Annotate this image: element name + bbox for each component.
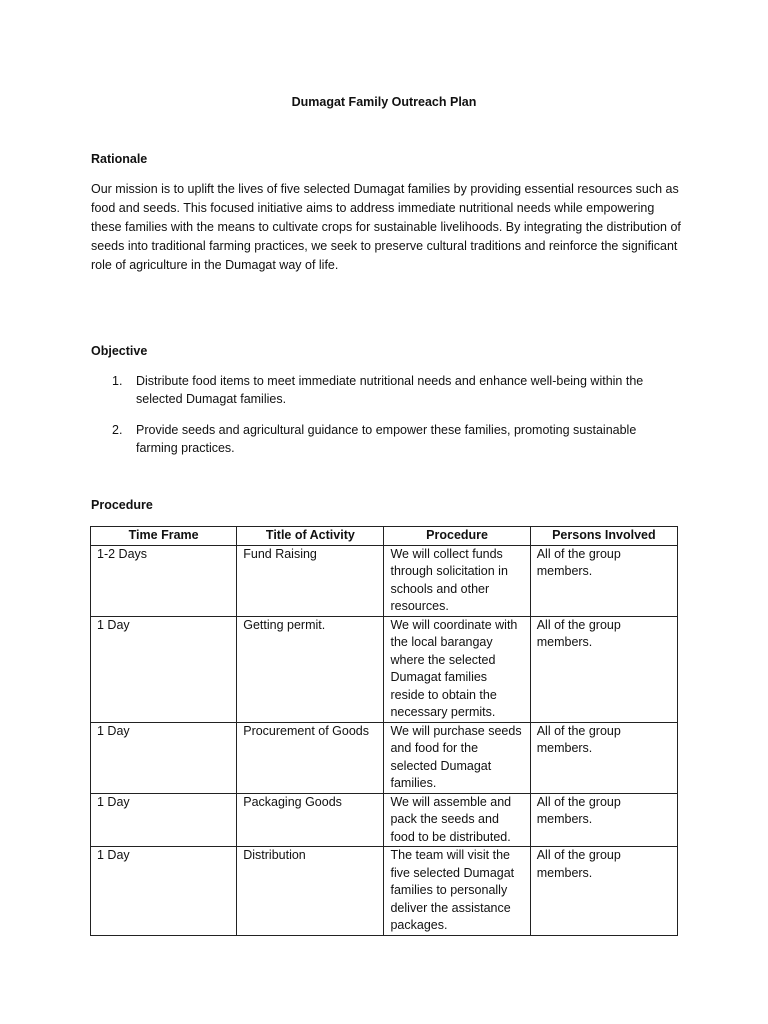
rationale-paragraph: Our mission is to uplift the lives of five selected Dumagat families by providing essential resources such as food and seeds. This focused initiative aims to address immediate nutritional needs while empowering these families with the means to cultivate crops for sustainable livelihoods. By integrating the distribution of seeds into traditional farming practices, we seek to preserve cultural traditions and reinforce the significant role of agriculture in the Dumagat way of life. [91, 182, 681, 272]
procedure-cell: We will coordinate with the local barangay where the selected Dumagat families reside to obtain the necessary permits. [384, 616, 530, 722]
column-header-title-of-activity: Title of Activity [237, 527, 384, 546]
document-title: Dumagat Family Outreach Plan [291, 95, 477, 109]
rationale-heading: Rationale [91, 152, 148, 166]
persons-involved-cell: All of the group members. [530, 847, 677, 936]
table-row [91, 616, 678, 722]
objective-list [91, 372, 681, 470]
table-row [91, 722, 678, 793]
objective-item-number: 2. [112, 423, 123, 437]
activity-title-cell: Distribution [237, 847, 384, 936]
activity-title-cell: Fund Raising [237, 545, 384, 616]
activity-title-cell: Procurement of Goods [237, 722, 384, 793]
objective-item-number: 1. [112, 374, 123, 388]
objective-heading: Objective [91, 344, 148, 358]
persons-involved-cell: All of the group members. [530, 616, 677, 722]
procedure-cell: The team will visit the five selected Dumagat families to personally deliver the assistance packages. [384, 847, 530, 936]
time-frame-cell: 1 Day [91, 793, 237, 847]
procedure-cell: We will assemble and pack the seeds and food to be distributed. [384, 793, 530, 847]
time-frame-cell: 1 Day [91, 722, 237, 793]
persons-involved-cell: All of the group members. [530, 722, 677, 793]
table-row [91, 545, 678, 616]
objective-item [91, 372, 681, 408]
time-frame-cell: 1-2 Days [91, 545, 237, 616]
table-header-row [91, 527, 678, 546]
persons-involved-cell: All of the group members. [530, 545, 677, 616]
table-row [91, 793, 678, 847]
procedure-heading: Procedure [91, 498, 153, 512]
time-frame-cell: 1 Day [91, 616, 237, 722]
activity-title-cell: Getting permit. [237, 616, 384, 722]
column-header-persons-involved: Persons Involved [530, 527, 677, 546]
objective-item-text: Distribute food items to meet immediate nutritional needs and enhance well-being within the selected Dumagat families. [136, 374, 644, 406]
activity-title-cell: Packaging Goods [237, 793, 384, 847]
procedure-table [90, 526, 678, 936]
column-header-time-frame: Time Frame [91, 527, 237, 546]
objective-item [91, 421, 681, 457]
objective-item-text: Provide seeds and agricultural guidance to empower these families, promoting sustainable farming practices. [136, 423, 637, 455]
time-frame-cell: 1 Day [91, 847, 237, 936]
procedure-cell: We will collect funds through solicitation in schools and other resources. [384, 545, 530, 616]
column-header-procedure: Procedure [384, 527, 530, 546]
persons-involved-cell: All of the group members. [530, 793, 677, 847]
table-row [91, 847, 678, 936]
procedure-cell: We will purchase seeds and food for the selected Dumagat families. [384, 722, 530, 793]
